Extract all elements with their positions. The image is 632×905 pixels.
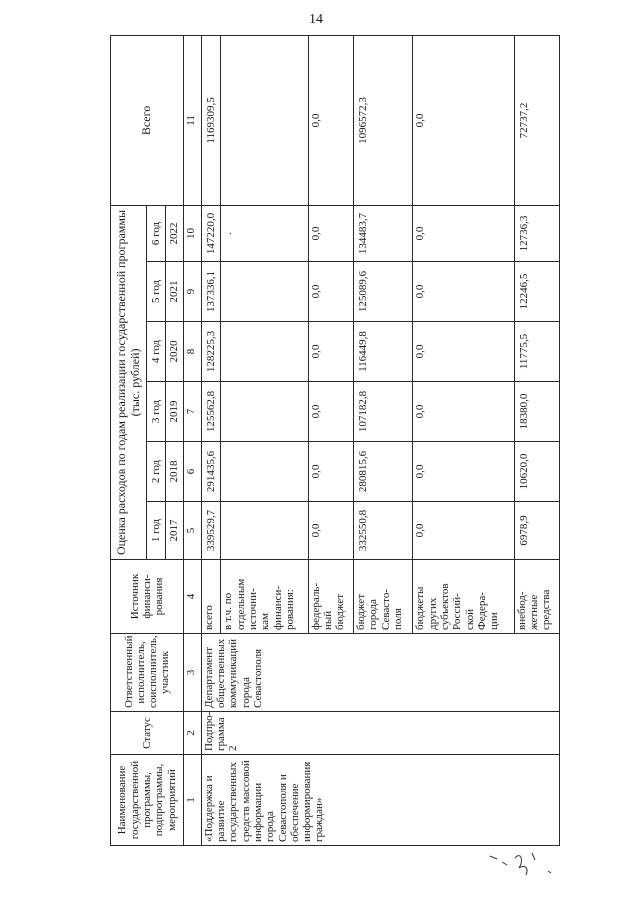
value-cell <box>221 442 308 502</box>
header-year: 2019 <box>165 382 184 442</box>
value-cell: 0,0 <box>413 205 514 261</box>
header-year-label: 5 год <box>147 262 166 322</box>
header-source: Источник финанси- рования <box>111 560 184 634</box>
column-number-row <box>184 35 201 845</box>
header-year: 2021 <box>165 262 184 322</box>
value-cell: 0,0 <box>308 502 353 560</box>
funding-source: бюджеты других субъектов Россий- ской Федера- ции <box>413 560 514 634</box>
value-cell: 6978,9 <box>514 502 559 560</box>
funding-source: бюджет города Севасто- поля <box>353 560 412 634</box>
column-number: 11 <box>184 35 201 205</box>
funding-source: федераль- ный бюджет <box>308 560 353 634</box>
value-cell: 0,0 <box>308 442 353 502</box>
value-cell: 0,0 <box>308 262 353 322</box>
value-cell: 280815,6 <box>353 442 412 502</box>
column-number: 2 <box>184 712 201 755</box>
column-number: 10 <box>184 205 201 261</box>
column-number: 8 <box>184 322 201 382</box>
value-cell: 0,0 <box>413 442 514 502</box>
value-cell: 11775,5 <box>514 322 559 382</box>
header-year-label: 4 год <box>147 322 166 382</box>
value-cell: 0,0 <box>413 262 514 322</box>
funding-source: в т.ч. по отдельным источни- кам финанси- рования: <box>221 560 308 634</box>
value-cell: 332550,8 <box>353 502 412 560</box>
value-cell: 339529,7 <box>201 502 221 560</box>
value-cell: 291435,6 <box>201 442 221 502</box>
header-estimate: Оценка расходов по годам реализации государственной программы (тыс. рублей) <box>111 205 147 559</box>
header-row-1 <box>111 35 147 845</box>
header-year: 2017 <box>165 502 184 560</box>
total-cell: 0,0 <box>413 35 514 205</box>
value-cell: 107182,8 <box>353 382 412 442</box>
value-cell: 116449,8 <box>353 322 412 382</box>
page-number: 14 <box>309 12 323 27</box>
program-executor: Департамент общественных коммуникаций города Севастополя <box>201 634 559 712</box>
value-cell: 0,0 <box>413 382 514 442</box>
value-cell: 137336,1 <box>201 262 221 322</box>
column-number: 4 <box>184 560 201 634</box>
value-cell: 0,0 <box>413 502 514 560</box>
value-cell <box>221 262 308 322</box>
value-cell: 12246,5 <box>514 262 559 322</box>
value-cell: 18380,0 <box>514 382 559 442</box>
value-cell: 134483,7 <box>353 205 412 261</box>
value-cell <box>221 382 308 442</box>
total-cell: 1096572,3 <box>353 35 412 205</box>
total-cell: 72737,2 <box>514 35 559 205</box>
header-year: 2020 <box>165 322 184 382</box>
value-cell: 10620,0 <box>514 442 559 502</box>
header-year-label: 6 год <box>147 205 166 261</box>
value-cell: 12736,3 <box>514 205 559 261</box>
value-cell: 147220,0 <box>201 205 221 261</box>
budget-table <box>110 35 560 846</box>
value-cell <box>221 322 308 382</box>
column-number: 5 <box>184 502 201 560</box>
program-status: Подпро- грамма 2 <box>201 712 559 755</box>
value-cell: 0,0 <box>308 382 353 442</box>
column-number: 9 <box>184 262 201 322</box>
header-year: 2018 <box>165 442 184 502</box>
header-total: Всего <box>111 35 184 205</box>
header-year-label: 2 год <box>147 442 166 502</box>
header-year-label: 1 год <box>147 502 166 560</box>
funding-source: внебюд- жетные средства <box>514 560 559 634</box>
value-cell: 0,0 <box>308 205 353 261</box>
stray-mark: . <box>222 232 235 235</box>
column-number: 3 <box>184 634 201 712</box>
total-cell: 0,0 <box>308 35 353 205</box>
column-number: 6 <box>184 442 201 502</box>
total-cell: 1169309,5 <box>201 35 221 205</box>
program-name: «Поддержка и развитие государственных средств массовой информации города Севастополя и обеспечение информирования граждан» <box>201 755 559 846</box>
value-cell: 125089,6 <box>353 262 412 322</box>
value-cell: 128225,3 <box>201 322 221 382</box>
value-cell: 0,0 <box>413 322 514 382</box>
value-cell: 0,0 <box>308 322 353 382</box>
header-year: 2022 <box>165 205 184 261</box>
header-name: Наименование государственной программы, подпрограммы, мероприятий <box>111 755 184 846</box>
funding-source: всего <box>201 560 221 634</box>
rotated-table-wrapper <box>110 36 560 846</box>
column-number: 1 <box>184 755 201 846</box>
value-cell: 125562,8 <box>201 382 221 442</box>
handwritten-signature-mark <box>488 848 560 882</box>
value-cell <box>221 205 308 261</box>
value-cell <box>221 502 308 560</box>
header-executor: Ответственный исполнитель, соисполнитель, участник <box>111 634 184 712</box>
column-number: 7 <box>184 382 201 442</box>
total-cell <box>221 35 308 205</box>
table-row <box>201 35 221 845</box>
header-year-label: 3 год <box>147 382 166 442</box>
header-status: Статус <box>111 712 184 755</box>
